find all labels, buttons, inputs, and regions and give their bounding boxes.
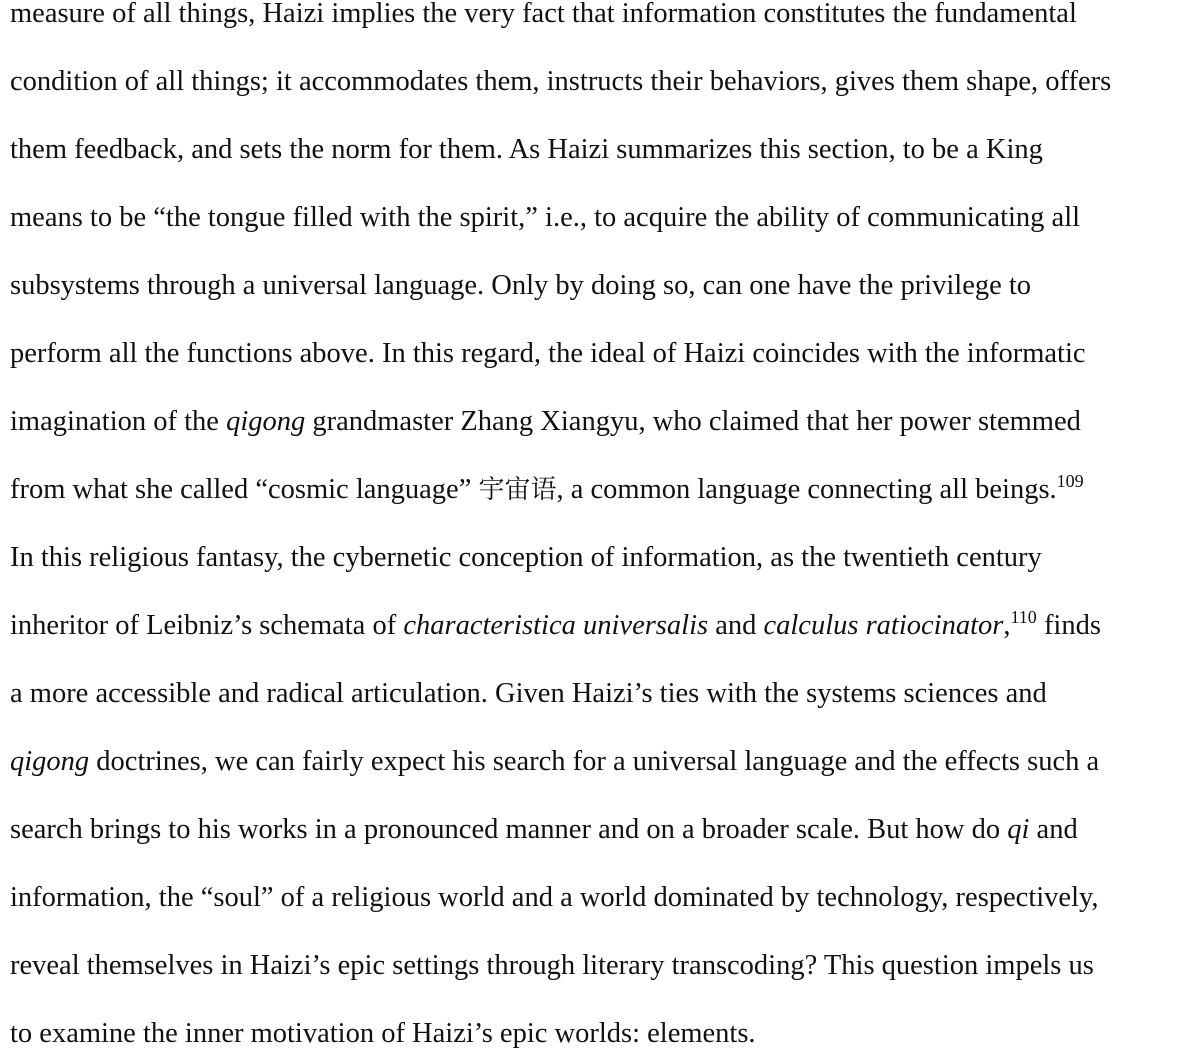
text-line [10,266,1031,306]
text-segment: information, the “soul” of a religious world and a world dominated by technology, respectively, [10,882,1099,913]
text-segment: perform all the functions above. In this regard, the ideal of Haizi coincides with the informatic [10,338,1086,369]
text-segment: reveal themselves in Haizi’s epic settings through literary transcoding? This question impels us [10,950,1094,981]
text-line [10,334,1086,374]
text-segment: condition of all things; it accommodates them, instructs their behaviors, gives them shape, offers [10,66,1112,97]
text-segment: , [1003,610,1011,641]
text-line [10,1014,756,1054]
text-line [10,742,1099,782]
text-segment: In this religious fantasy, the cybernetic conception of information, as the twentieth century [10,542,1042,573]
text-line [10,62,1111,102]
italic-term: qi [1007,814,1030,845]
text-line [10,0,1077,34]
text-segment: them feedback, and sets the norm for them. As Haizi summarizes this section, to be a King [10,134,1043,165]
text-segment: and [1029,814,1078,845]
text-line [10,606,1101,646]
text-segment: means to be “the tongue filled with the spirit,” i.e., to acquire the ability of communicating all [10,202,1081,233]
text-segment: and [708,610,764,641]
footnote-marker: 109 [1056,471,1084,491]
text-segment: measure of all things, Haizi implies the very fact that information constitutes the fundamental [10,0,1077,29]
text-line [10,402,1081,442]
text-line [10,198,1080,238]
text-segment: grandmaster Zhang Xiangyu, who claimed that her power stemmed [305,406,1081,437]
italic-term: characteristica universalis [403,610,709,641]
text-segment: doctrines, we can fairly expect his search for a universal language and the effects such a [89,746,1100,777]
text-line [10,674,1047,714]
text-segment: inheritor of Leibniz’s schemata of [10,610,404,641]
italic-term: qigong [10,746,90,777]
text-segment: search brings to his works in a pronounced manner and on a broader scale. But how do [10,814,1008,845]
italic-term: calculus ratiocinator [763,610,1004,641]
text-line [10,946,1094,986]
text-line [10,810,1078,850]
text-line [10,538,1042,578]
text-line [10,878,1099,918]
text-segment: imagination of the [10,406,227,437]
text-line [10,130,1043,170]
text-segment: to examine the inner motivation of Haizi’s epic worlds: elements. [10,1018,756,1049]
text-segment: subsystems through a universal language. Only by doing so, can one have the privilege to [10,270,1032,301]
italic-term: qigong [226,406,306,437]
text-segment: a more accessible and radical articulation. Given Haizi’s ties with the systems sciences and [10,678,1047,709]
footnote-marker: 110 [1010,607,1037,627]
chinese-term: 宇宙语 [478,475,557,505]
text-line [10,470,1084,510]
text-segment: finds [1036,610,1101,641]
text-segment: , a common language connecting all beings. [556,474,1057,505]
text-segment: from what she called “cosmic language” [10,474,479,505]
